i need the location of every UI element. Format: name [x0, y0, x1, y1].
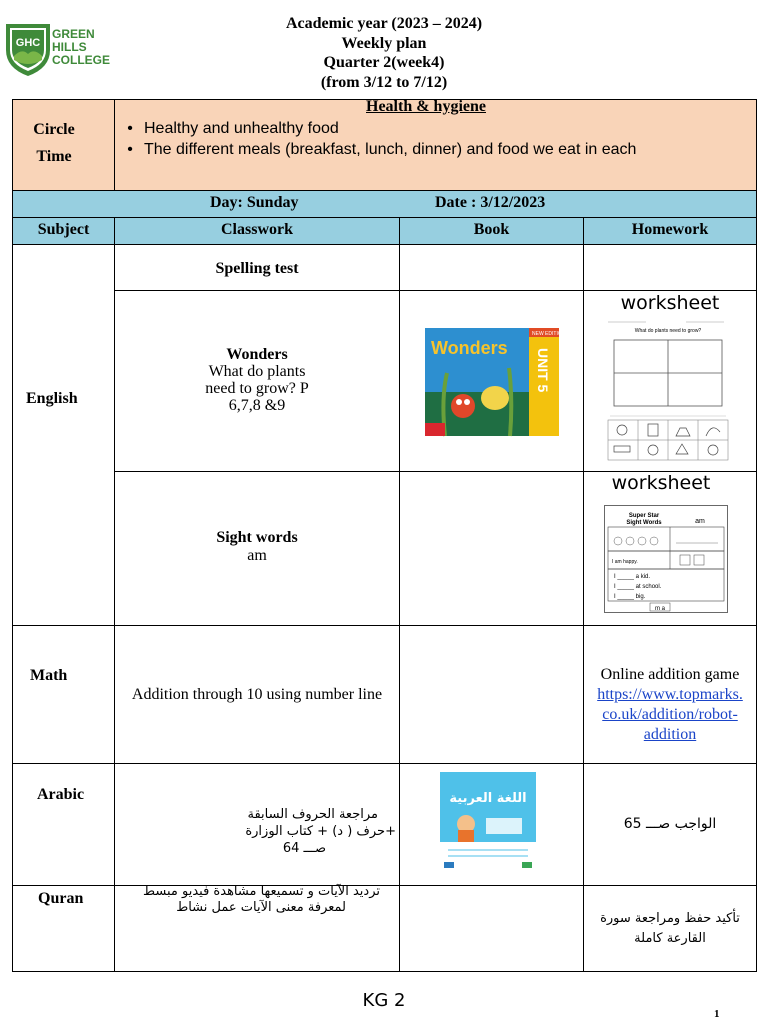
svg-text:I am happy.: I am happy.	[612, 559, 638, 565]
svg-text:What do plants need to grow?: What do plants need to grow?	[634, 328, 702, 334]
arabic-classwork: مراجعة الحروف السابقة +حرف ( د) + كتاب الوزارة صـــ 64	[245, 807, 396, 856]
math-classwork: Addition through 10 using number line	[131, 686, 383, 703]
circle-topics	[116, 118, 756, 160]
day-row	[13, 190, 756, 217]
svg-text:I _____ a kid.: I _____ a kid.	[614, 574, 651, 580]
svg-text:GHC: GHC	[15, 37, 41, 49]
worksheet-plants-preview	[606, 318, 730, 464]
topmarks-link[interactable]: https://www.topmarks. co.uk/addition/robot- addition	[597, 686, 743, 743]
circle-time-label: Circle Time	[33, 121, 75, 165]
list-item: • The different meals (breakfast, lunch, dinner) and food we eat in each	[127, 141, 637, 158]
shield-icon	[4, 20, 52, 78]
math-homework	[584, 665, 756, 745]
academic-year: Academic year (2023 – 2024)	[285, 15, 483, 32]
date-range: (from 3/12 to 7/12)	[320, 73, 448, 91]
quran-homework: تأكيد حفظ ومراجعة سورة القارعة كاملة	[600, 911, 740, 946]
subject-english: English	[26, 390, 78, 407]
quarter: Quarter 2(week4)	[323, 54, 445, 71]
plan-title: Weekly plan	[341, 34, 427, 52]
column-header-classwork: Classwork	[220, 221, 293, 238]
day-label: Day: Sunday	[210, 194, 299, 211]
svg-text:I _____ big.: I _____ big.	[614, 594, 646, 600]
svg-text:am: am	[695, 518, 705, 525]
subject-arabic: Arabic	[37, 786, 85, 803]
arabic-book-cover	[440, 772, 536, 872]
column-header-homework: Homework	[631, 221, 709, 238]
subject-quran: Quran	[38, 890, 84, 907]
svg-text:NEW EDITION: NEW EDITION	[532, 331, 566, 337]
date-label: Date : 3/12/2023	[435, 194, 546, 211]
spelling-test: Spelling test	[215, 260, 299, 277]
wonders-book-cover	[425, 328, 566, 436]
svg-text:I _____ at school.: I _____ at school.	[614, 584, 662, 590]
wonders-classwork: Wonders What do plants need to grow? P 6,7,8 &9	[205, 346, 309, 414]
worksheet-label: worksheet	[620, 292, 720, 314]
worksheet-label: worksheet	[611, 472, 711, 494]
worksheet-sight-words-preview	[604, 505, 728, 613]
svg-text:Super Star: Super Star	[628, 513, 660, 519]
school-name: GREEN HILLS COLLEGE	[52, 27, 111, 67]
page-number: 1	[714, 1008, 720, 1020]
list-item: • Healthy and unhealthy food	[127, 120, 339, 137]
quran-classwork: ترديد الآيات و تسميعها مشاهدة فيديو مبسط لمعرفة معنى الآيات عمل نشاط	[143, 884, 380, 915]
arabic-homework: الواجب صـــ 65	[623, 816, 717, 832]
svg-text:UNIT 5: UNIT 5	[535, 348, 551, 393]
document-header	[160, 14, 608, 92]
sight-words-classwork: Sight words am	[216, 529, 298, 564]
svg-text:Sight Words: Sight Words	[626, 520, 662, 526]
svg-text:m a: m a	[654, 606, 666, 612]
column-header-book: Book	[473, 221, 510, 238]
theme-title: Health & hygiene	[366, 98, 486, 115]
column-header-subject: Subject	[37, 221, 90, 238]
subject-math: Math	[30, 667, 68, 684]
svg-text:اللغة العربية: اللغة العربية	[449, 791, 527, 806]
homework-title: Online addition game	[600, 666, 740, 683]
grade-footer: KG 2	[362, 990, 406, 1011]
svg-text:Wonders: Wonders	[431, 338, 508, 358]
